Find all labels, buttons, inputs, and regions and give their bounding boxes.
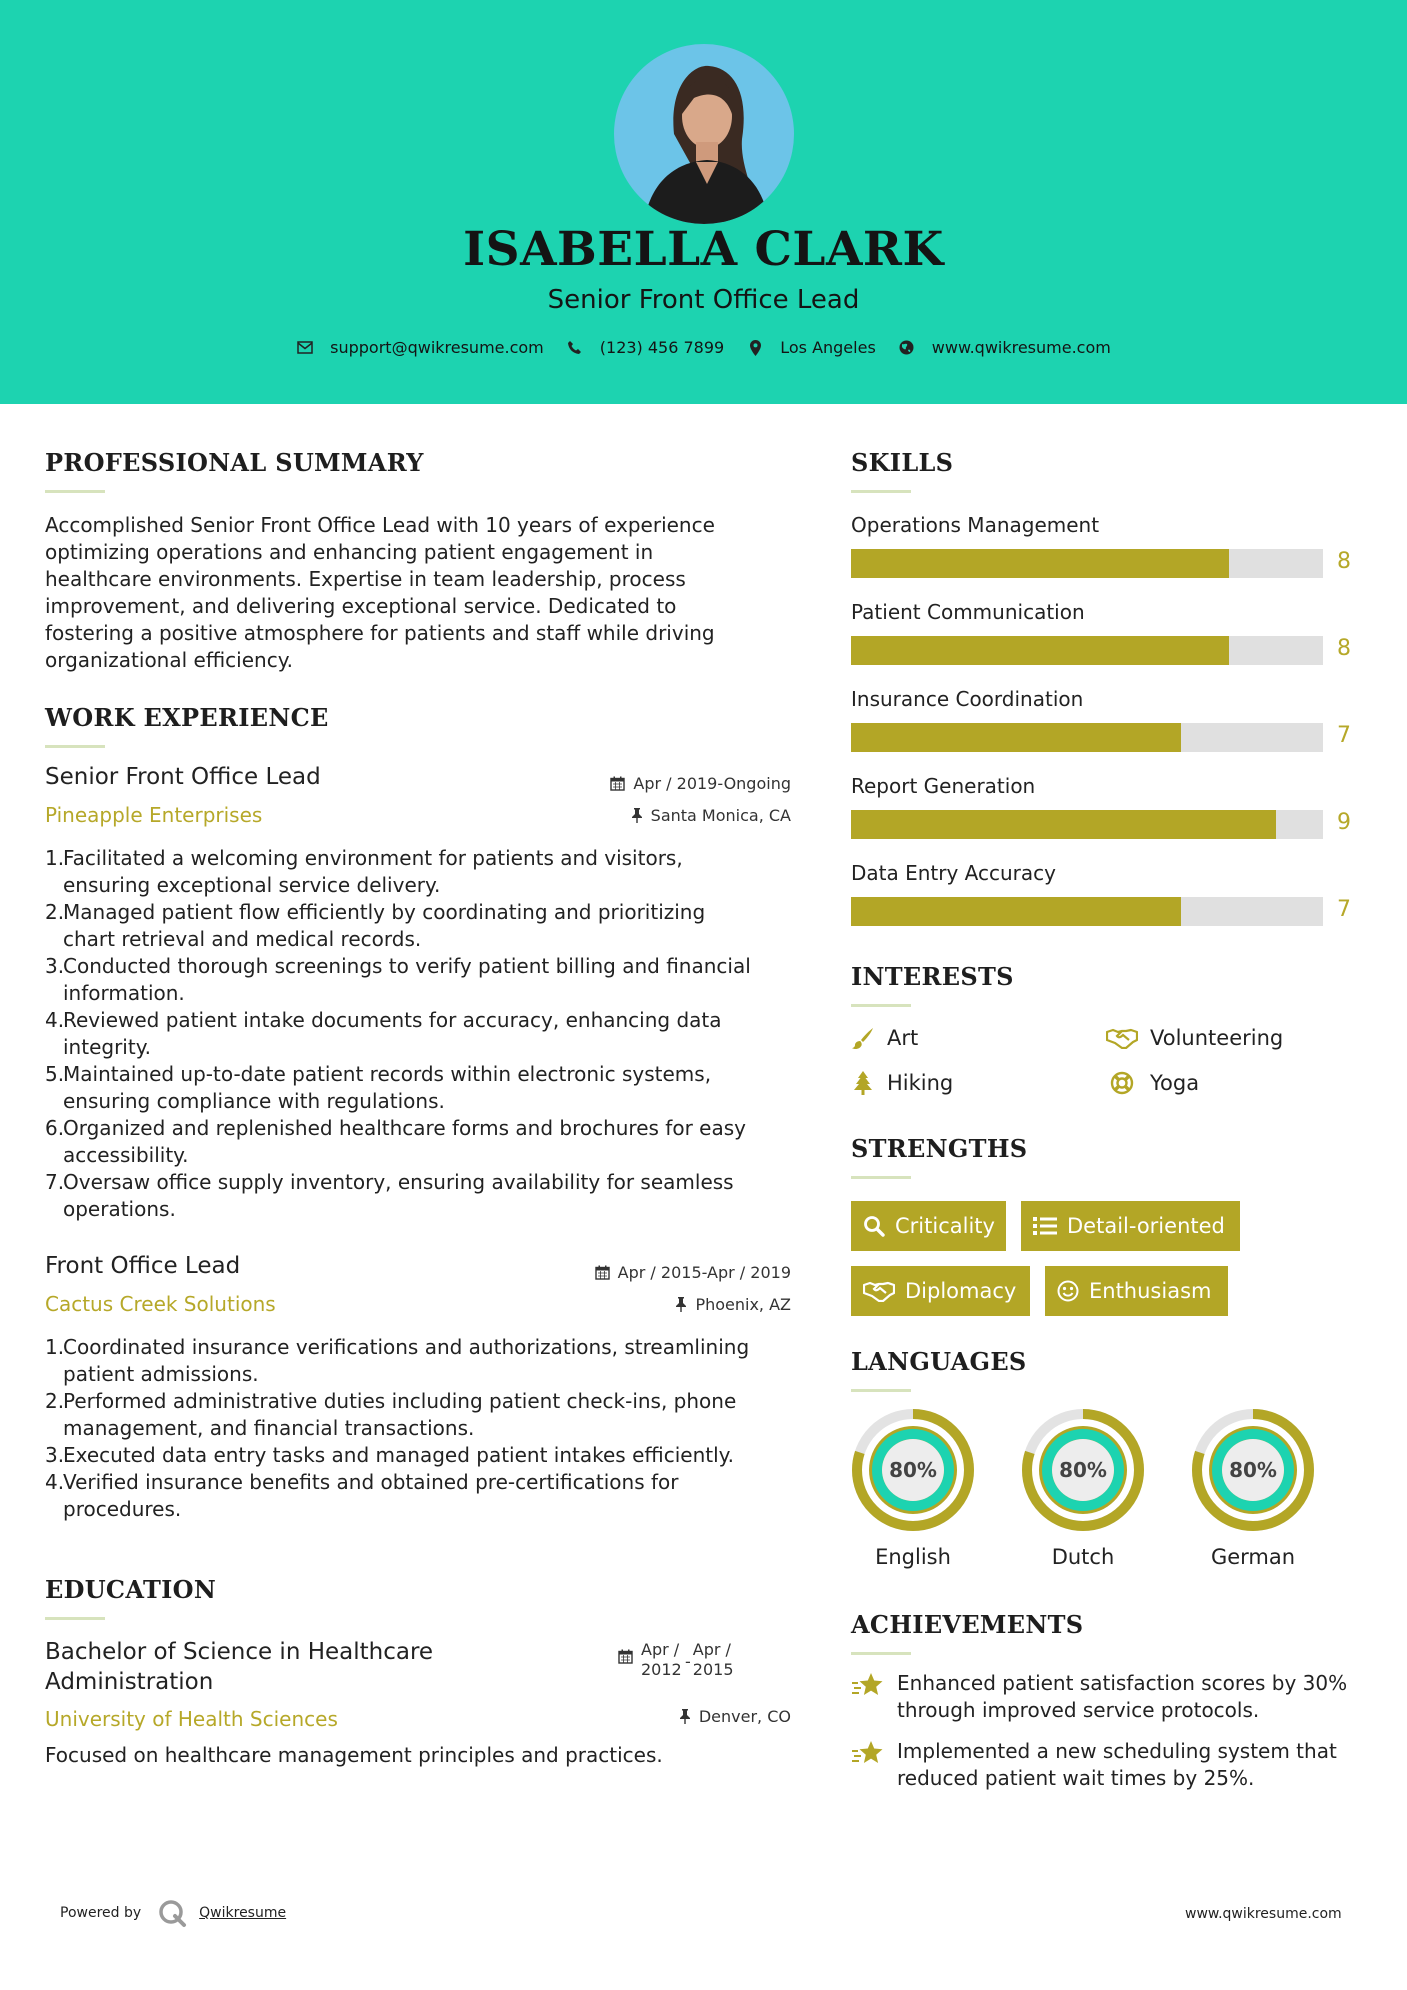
languages-heading-rule (851, 1389, 911, 1392)
summary-line: healthcare environments. Expertise in team leadership, process (45, 567, 686, 591)
job-bullet: 4. Reviewed patient intake documents for accuracy, enhancing data integrity. (45, 1008, 722, 1059)
job-dates (610, 774, 791, 793)
job-bullet: 3. Conducted thorough screenings to verify patient billing and financial information. (45, 954, 751, 1005)
skill-bar-fill (851, 549, 1229, 578)
job-bullet: 1. Coordinated insurance verifications and authorizations, streamlining patient admissions. (45, 1335, 750, 1386)
language-name: English (875, 1545, 951, 1569)
job-bullet: 7. Oversaw office supply inventory, ensuring availability for seamless operations. (45, 1170, 734, 1221)
job-bullets (45, 1334, 805, 1523)
summary-line: optimizing operations and enhancing patient engagement in (45, 540, 654, 564)
job-title: Front Office Lead (45, 1253, 241, 1279)
qwikresume-logo-icon (157, 1898, 187, 1928)
achievement-text: Implemented a new scheduling system that reduced patient wait times by 25%. (897, 1739, 1337, 1790)
candidate-title: Senior Front Office Lead (547, 285, 860, 315)
achievements-heading: ACHIEVEMENTS (851, 1610, 1084, 1639)
skill-bar-fill (851, 810, 1276, 839)
skill-label: Report Generation (851, 774, 1036, 798)
experience-heading: WORK EXPERIENCE (45, 703, 329, 732)
degree-line: Bachelor of Science in Healthcare (45, 1639, 434, 1665)
job-bullet: 6. Organized and replenished healthcare forms and brochures for easy accessibility. (45, 1116, 746, 1167)
summary-line: improvement, and delivering exceptional service. Dedicated to (45, 594, 677, 618)
skill-label: Data Entry Accuracy (851, 861, 1056, 885)
skill-bar-track (851, 549, 1323, 578)
skill-value: 8 (1337, 549, 1351, 574)
strength-tag-diplomacy (851, 1266, 1030, 1316)
profile-photo (614, 44, 794, 224)
achievements-heading-rule (851, 1652, 911, 1655)
tree-icon (851, 1071, 875, 1095)
contact-phone[interactable] (566, 338, 724, 357)
skill-value: 7 (1337, 723, 1351, 748)
interest-hiking (851, 1071, 953, 1095)
lifebuoy-icon (1106, 1071, 1138, 1095)
skill-bar-track (851, 636, 1323, 665)
calendar-icon (610, 776, 625, 791)
education-end-date: Apr / 2015 (692, 1640, 734, 1679)
candidate-name: ISABELLA CLARK (463, 222, 944, 277)
job-bullet: 5. Maintained up-to-date patient records within electronic systems, ensuring compliance with regulations. (45, 1062, 712, 1113)
interest-label: Art (887, 1026, 919, 1050)
education-location-text: Denver, CO (698, 1707, 791, 1726)
calendar-icon (595, 1265, 610, 1280)
school-name: University of Health Sciences (45, 1707, 338, 1731)
qwikresume-link[interactable]: Qwikresume (199, 1905, 287, 1921)
summary-heading: PROFESSIONAL SUMMARY (45, 448, 424, 477)
summary-text (45, 512, 715, 674)
star-icon (851, 1672, 887, 1724)
globe-icon (898, 339, 916, 357)
summary-heading-rule (45, 490, 105, 493)
job-company: Pineapple Enterprises (45, 803, 263, 827)
language-percent: 80% (1059, 1458, 1107, 1482)
paintbrush-icon (851, 1026, 875, 1050)
language-name: Dutch (1051, 1545, 1115, 1569)
language-name: German (1210, 1545, 1296, 1569)
job-bullet: 2. Performed administrative duties including patient check-ins, phone management, and financial transactions. (45, 1389, 737, 1440)
achievement-text: Enhanced patient satisfaction scores by 30% through improved service protocols. (897, 1671, 1348, 1722)
job-bullets (45, 845, 805, 1223)
education-dates (618, 1640, 734, 1680)
contact-email[interactable] (296, 338, 544, 357)
search-icon (863, 1215, 885, 1237)
interest-label: Yoga (1150, 1071, 1200, 1095)
job-bullet: 3. Executed data entry tasks and managed patient intakes efficiently. (45, 1443, 734, 1467)
interest-label: Volunteering (1150, 1026, 1284, 1050)
job-bullet: 4. Verified insurance benefits and obtained pre-certifications for procedures. (45, 1470, 679, 1521)
location-text: Los Angeles (780, 338, 876, 357)
handshake-icon (863, 1280, 895, 1302)
skill-value: 8 (1337, 636, 1351, 661)
contact-website[interactable] (898, 338, 1111, 357)
job-bullet: 2. Managed patient flow efficiently by coordinating and prioritizing chart retrieval and medical records. (45, 900, 706, 951)
strength-label: Diplomacy (905, 1279, 1017, 1303)
job-location-text: Santa Monica, CA (650, 806, 791, 825)
skill-bar-track (851, 723, 1323, 752)
job-location-text: Phoenix, AZ (695, 1295, 791, 1314)
skill-bar-fill (851, 723, 1181, 752)
job-dates-text: Apr / 2019-Ongoing (633, 774, 791, 793)
summary-line: fostering a positive atmosphere for patients and staff while driving (45, 621, 715, 645)
footer-powered-by (60, 1898, 286, 1928)
strength-tag-detail-oriented (1021, 1201, 1240, 1251)
achievement-item (851, 1670, 1347, 1724)
education-start-date: Apr / 2012 (641, 1640, 682, 1679)
pushpin-icon (675, 1297, 687, 1312)
language-percent: 80% (1229, 1458, 1277, 1482)
skill-label: Operations Management (851, 513, 1100, 537)
education-description: Focused on healthcare management principles and practices. (45, 1743, 663, 1767)
phone-text: (123) 456 7899 (599, 338, 725, 357)
map-pin-icon (746, 339, 764, 357)
footer-website[interactable]: www.qwikresume.com (1185, 1906, 1342, 1922)
pushpin-icon (631, 808, 643, 823)
envelope-icon (296, 339, 314, 357)
skill-bar-fill (851, 636, 1229, 665)
language-percent: 80% (889, 1458, 937, 1482)
language-ring (1021, 1408, 1145, 1532)
job-dates (595, 1263, 791, 1282)
contact-location (746, 338, 876, 357)
strength-tag-criticality (851, 1201, 1006, 1251)
email-text: support@qwikresume.com (330, 338, 544, 357)
language-ring (851, 1408, 975, 1532)
degree-line: Administration (45, 1669, 214, 1695)
language-ring (1191, 1408, 1315, 1532)
job-location (631, 806, 791, 825)
degree-title (45, 1637, 433, 1697)
interest-volunteering (1106, 1026, 1283, 1050)
calendar-icon (618, 1649, 633, 1664)
list-icon (1033, 1216, 1057, 1236)
strength-label: Enthusiasm (1089, 1279, 1212, 1303)
strengths-heading: STRENGTHS (851, 1134, 1028, 1163)
languages-heading: LANGUAGES (851, 1347, 1027, 1376)
job-company: Cactus Creek Solutions (45, 1292, 276, 1316)
job-title: Senior Front Office Lead (45, 764, 321, 790)
powered-by-text: Powered by (60, 1905, 142, 1921)
star-icon (851, 1740, 887, 1792)
skills-heading: SKILLS (851, 448, 954, 477)
skill-bar-track (851, 897, 1323, 926)
website-text: www.qwikresume.com (931, 338, 1111, 357)
strengths-heading-rule (851, 1176, 911, 1179)
pushpin-icon (679, 1709, 691, 1724)
experience-heading-rule (45, 745, 105, 748)
summary-line: Accomplished Senior Front Office Lead with 10 years of experience (45, 513, 715, 537)
job-bullet: 1. Facilitated a welcoming environment for patients and visitors, ensuring exceptional service delivery. (45, 846, 683, 897)
skill-label: Patient Communication (851, 600, 1085, 624)
interest-art (851, 1026, 918, 1050)
skill-value: 9 (1337, 810, 1351, 835)
job-dates-text: Apr / 2015-Apr / 2019 (617, 1263, 791, 1282)
achievement-item (851, 1738, 1337, 1792)
smile-icon (1057, 1280, 1079, 1302)
job-location (675, 1295, 791, 1314)
skills-heading-rule (851, 490, 911, 493)
skill-label: Insurance Coordination (851, 687, 1084, 711)
strength-label: Detail-oriented (1067, 1214, 1225, 1238)
strength-tag-enthusiasm (1045, 1266, 1228, 1316)
skill-bar-fill (851, 897, 1181, 926)
summary-line: organizational efficiency. (45, 648, 294, 672)
education-heading-rule (45, 1617, 105, 1620)
handshake-icon (1106, 1026, 1138, 1050)
interests-heading: INTERESTS (851, 962, 1014, 991)
interests-heading-rule (851, 1004, 911, 1007)
strength-label: Criticality (895, 1214, 995, 1238)
education-heading: EDUCATION (45, 1575, 217, 1604)
header-banner (0, 0, 1407, 404)
interest-yoga (1106, 1071, 1199, 1095)
contact-bar (0, 338, 1407, 357)
education-location (679, 1707, 791, 1726)
date-separator: - (685, 1652, 691, 1671)
skill-bar-track (851, 810, 1323, 839)
interest-label: Hiking (887, 1071, 954, 1095)
phone-icon (566, 339, 584, 357)
skill-value: 7 (1337, 897, 1351, 922)
